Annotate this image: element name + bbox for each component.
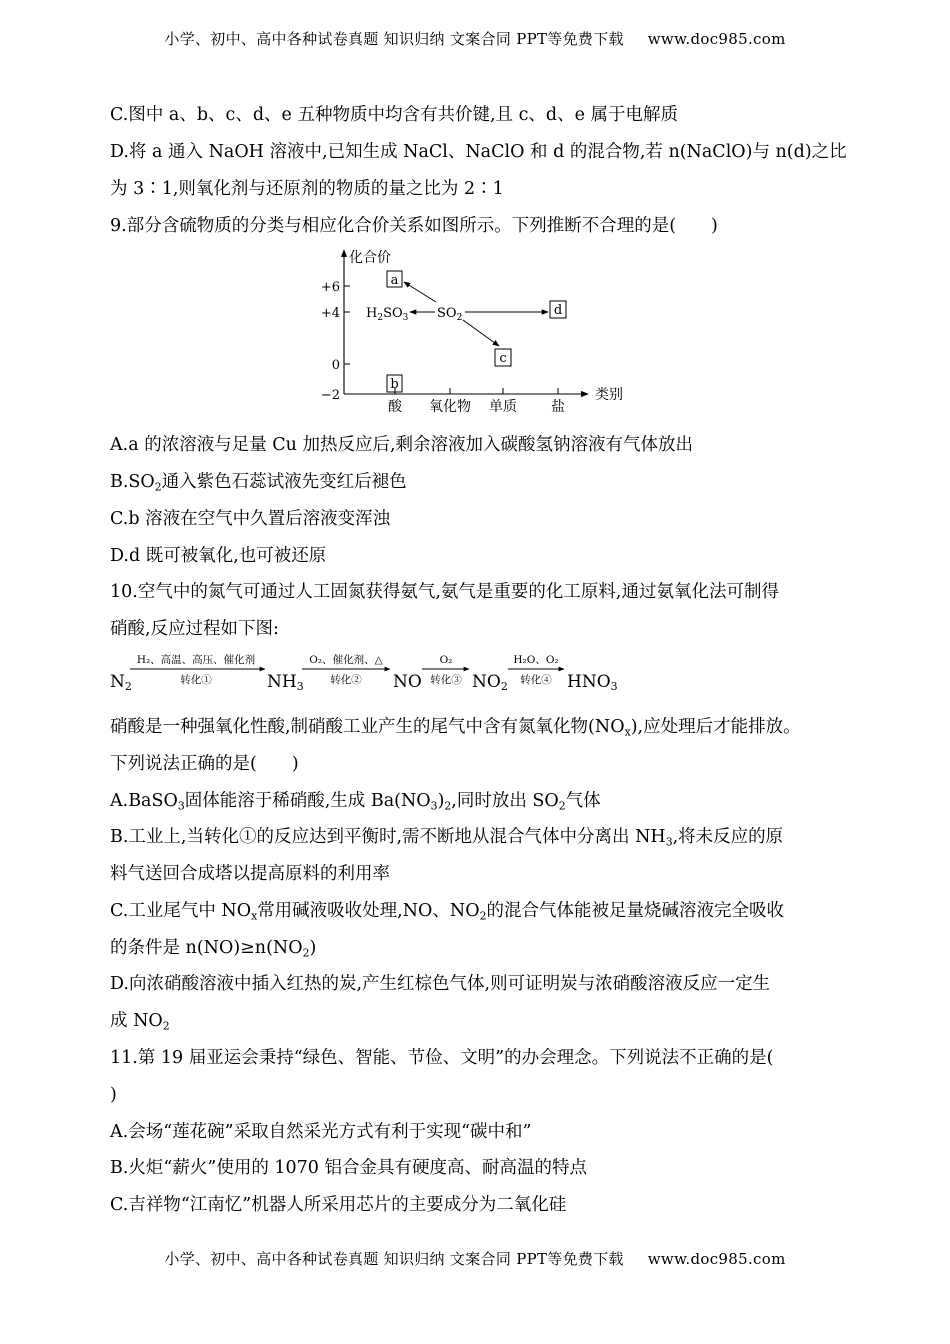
flow-n2: N2	[110, 672, 132, 693]
x-axis-label: 类别	[595, 387, 623, 403]
q10-option-c-line2: 的条件是 $n(NO)\ge n(NO_2)$	[110, 938, 317, 960]
q9-stem: 9.部分含硫物质的分类与相应化合价关系如图所示。下列推断不合理的是( )	[110, 216, 718, 236]
flow-arrow-3-bottom: 转化③	[430, 674, 462, 686]
arrow-so2-to-a	[404, 282, 436, 302]
q10-option-b-line1: B.工业上,当转化①的反应达到平衡时,需不断地从混合气体中分离出 $NH_3$,将未反应的原	[110, 827, 784, 849]
flow-hno3: HNO3	[567, 672, 618, 693]
flow-arrow-4-top: H₂O、O₂	[513, 654, 559, 666]
q11-stem-line2: )	[110, 1085, 117, 1105]
q9-option-a: A.a 的浓溶液与足量 Cu 加热反应后,剩余溶液加入碳酸氢钠溶液有气体放出	[110, 435, 694, 455]
box-a-label: a	[390, 273, 399, 288]
q10-option-d-line2: 成 $NO_2$	[110, 1011, 170, 1033]
q10-paragraph-line2: 下列说法正确的是( )	[110, 754, 299, 774]
q10-option-c-line1: C.工业尾气中 $NO_x$常用碱液吸收处理,NO、$NO_2$的混合气体能被足量烧碱溶液完全吸收	[110, 901, 784, 923]
flow-no: NO	[393, 672, 422, 692]
page-footer	[0, 1248, 950, 1269]
q10-option-a: A.BaSO$_3$固体能溶于稀硝酸,生成 $Ba(NO_3)_2$,同时放出 $SO_2$气体	[110, 791, 601, 813]
q8-option-c: C.图中 a、b、c、d、e 五种物质中均含有共价键,且 c、d、e 属于电解质	[110, 105, 678, 125]
q9-option-d: D.d 既可被氧化,也可被还原	[110, 546, 327, 566]
q10-stem-line2: 硝酸,反应过程如下图:	[110, 619, 279, 639]
arrow-so2-to-c	[463, 320, 499, 346]
x-tick-element: 单质	[489, 399, 517, 414]
flow-arrow-2-top: O₂、催化剂、△	[309, 654, 383, 666]
footer-site: www.doc985.com	[647, 1250, 786, 1268]
x-tick-acid: 酸	[388, 399, 402, 414]
flow-arrow-1-bottom: 转化①	[180, 674, 212, 686]
q11-option-b: B.火炬“薪火”使用的 1070 铝合金具有硬度高、耐高温的特点	[110, 1158, 587, 1178]
x-tick-salt: 盐	[551, 399, 565, 414]
flow-arrow-4-bottom: 转化④	[520, 674, 552, 686]
footer-text: 小学、初中、高中各种试卷真题 知识归纳 文案合同 PPT等免费下载	[164, 1250, 624, 1268]
h2so3-label: $H_2SO_3$	[366, 306, 409, 323]
flow-arrow-2-bottom: 转化②	[330, 674, 362, 686]
so2-label: $SO_2$	[437, 306, 463, 323]
q11-option-a: A.会场“莲花碗”采取自然采光方式有利于实现“碳中和”	[110, 1122, 532, 1142]
flow-arrow-1-top: H₂、高温、高压、催化剂	[136, 654, 256, 666]
q11-stem-line1: 11.第 19 届亚运会秉持“绿色、智能、节俭、文明”的办会理念。下列说法不正确的是(	[110, 1048, 774, 1068]
q10-stem-line1: 10.空气中的氮气可通过人工固氮获得氨气,氨气是重要的化工原料,通过氨氧化法可制得	[110, 582, 779, 602]
box-b-label: b	[390, 377, 399, 392]
q11-option-c: C.吉祥物“江南忆”机器人所采用芯片的主要成分为二氧化硅	[110, 1195, 567, 1215]
flow-nh3: NH3	[267, 672, 304, 693]
y-tick-plus6: +6	[320, 280, 340, 295]
q10-option-d-line1: D.向浓硝酸溶液中插入红热的炭,产生红棕色气体,则可证明炭与浓硝酸溶液反应一定生	[110, 974, 771, 994]
x-tick-oxide: 氧化物	[429, 399, 471, 414]
y-tick-minus2: −2	[320, 388, 340, 403]
q10-paragraph-line1: 硝酸是一种强氧化性酸,制硝酸工业产生的尾气中含有氮氧化物$(NO_x)$,应处理后才能排放。	[110, 717, 801, 739]
q8-option-d-line1: D.将 a 通入 NaOH 溶液中,已知生成 NaCl、NaClO 和 d 的混合物,若 n(NaClO)与 n(d)之比	[110, 142, 847, 162]
q10-option-b-line2: 料气送回合成塔以提高原料的利用率	[110, 864, 390, 884]
q9-option-c: C.b 溶液在空气中久置后溶液变浑浊	[110, 509, 391, 529]
y-tick-plus4: +4	[320, 306, 340, 321]
box-c-label: c	[499, 351, 507, 366]
y-tick-zero: 0	[331, 358, 340, 373]
y-axis-label: 化合价	[349, 250, 391, 266]
box-d-label: d	[553, 303, 563, 318]
nitrogen-process-flow	[110, 648, 630, 694]
q8-option-d-line2: 为 3∶1,则氧化剂与还原剂的物质的量之比为 2∶1	[110, 179, 504, 199]
header-text: 小学、初中、高中各种试卷真题 知识归纳 文案合同 PPT等免费下载	[164, 30, 624, 48]
flow-no2: NO2	[472, 672, 508, 693]
sulfur-valence-diagram	[320, 244, 640, 414]
header-site: www.doc985.com	[647, 30, 786, 48]
q9-option-b: $B.SO_2$通入紫色石蕊试液先变红后褪色	[110, 472, 407, 494]
page-header	[0, 28, 950, 49]
flow-arrow-3-top: O₂	[439, 654, 453, 666]
